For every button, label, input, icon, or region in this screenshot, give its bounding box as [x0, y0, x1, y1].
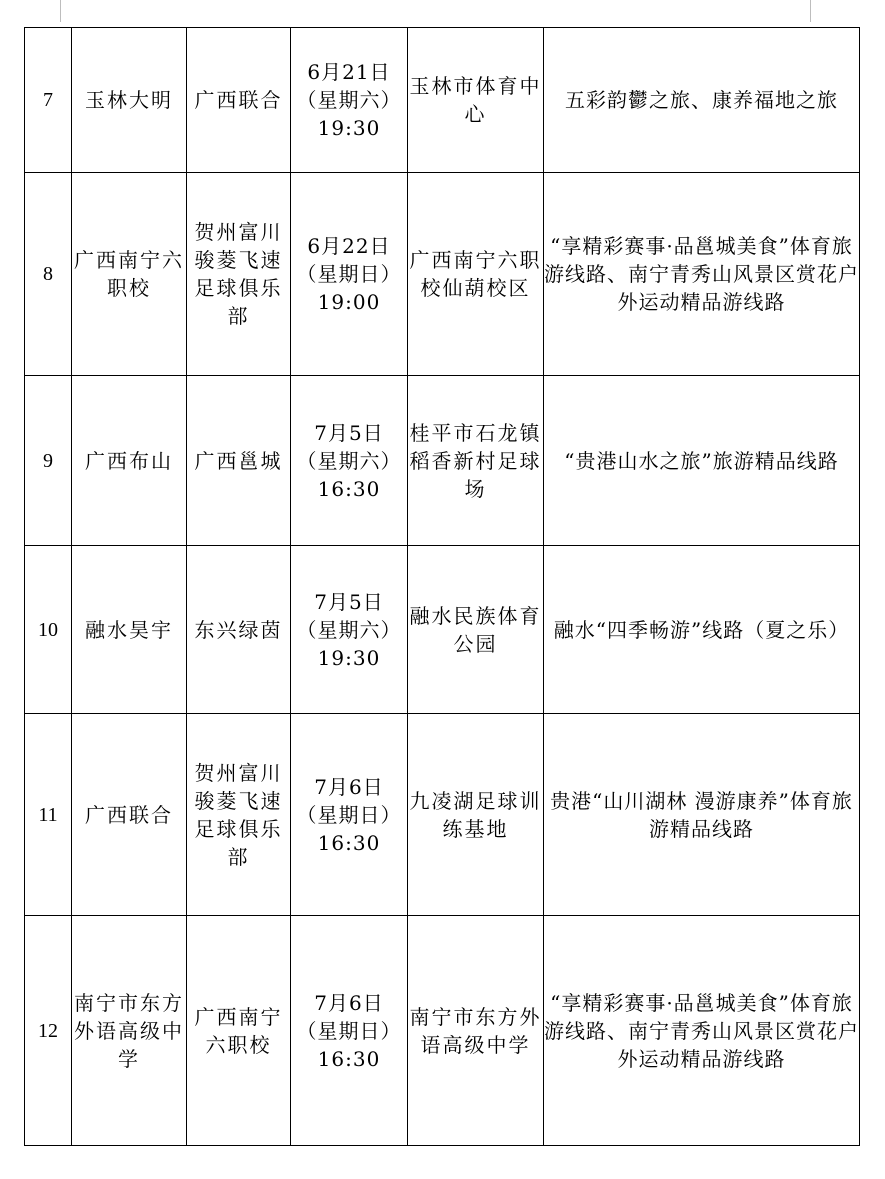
- tourism-route: “享精彩赛事·品邕城美食”体育旅游线路、南宁青秀山风景区赏花户外运动精品游线路: [544, 173, 860, 376]
- tourism-route: 贵港“山川湖林 漫游康养”体育旅游精品线路: [544, 714, 860, 916]
- table-row: [25, 28, 860, 173]
- tourism-route: “贵港山水之旅”旅游精品线路: [544, 376, 860, 546]
- venue: 玉林市体育中心: [408, 28, 544, 173]
- away-team: 广西南宁六职校: [187, 916, 291, 1146]
- home-team: 南宁市东方外语高级中学: [72, 916, 187, 1146]
- venue: 融水民族体育公园: [408, 546, 544, 714]
- match-number: 10: [25, 546, 72, 714]
- page-margin-mark-right: [810, 0, 811, 22]
- match-weekday: （星期六）: [296, 88, 402, 112]
- match-clock: 19:30: [317, 645, 381, 670]
- page-margin-mark-left: [60, 0, 61, 22]
- away-team: 贺州富川骏菱飞速足球俱乐部: [187, 173, 291, 376]
- tourism-route: “享精彩赛事·品邕城美食”体育旅游线路、南宁青秀山风景区赏花户外运动精品游线路: [544, 916, 860, 1146]
- match-date: 6月21日: [307, 60, 391, 84]
- table-row: [25, 173, 860, 376]
- match-date: 7月6日: [314, 990, 384, 1015]
- match-number: 7: [25, 28, 72, 173]
- table-row: [25, 376, 860, 546]
- table-row: [25, 916, 860, 1146]
- table-row: [25, 546, 860, 714]
- match-date: 7月5日: [314, 420, 384, 445]
- match-weekday: （星期六）: [296, 617, 402, 642]
- match-number: 11: [25, 714, 72, 916]
- match-weekday: （星期日）: [296, 1018, 402, 1043]
- venue: 九凌湖足球训练基地: [408, 714, 544, 916]
- match-time: [291, 916, 408, 1146]
- tourism-route: 融水“四季畅游”线路（夏之乐）: [544, 546, 860, 714]
- tourism-route: 五彩韵鬱之旅、康养福地之旅: [544, 28, 860, 173]
- away-team: 贺州富川骏菱飞速足球俱乐部: [187, 714, 291, 916]
- match-time: [291, 546, 408, 714]
- match-date: 7月5日: [314, 589, 384, 614]
- match-weekday: （星期日）: [296, 802, 402, 827]
- home-team: 玉林大明: [72, 28, 187, 173]
- match-number: 8: [25, 173, 72, 376]
- match-date: 7月6日: [314, 774, 384, 799]
- away-team: 广西联合: [187, 28, 291, 173]
- match-clock: 19:00: [317, 290, 381, 314]
- away-team: 广西邕城: [187, 376, 291, 546]
- home-team: 广西联合: [72, 714, 187, 916]
- match-time: [291, 376, 408, 546]
- match-date: 6月22日: [307, 234, 391, 258]
- venue: 广西南宁六职校仙葫校区: [408, 173, 544, 376]
- match-clock: 19:30: [317, 116, 381, 140]
- match-weekday: （星期日）: [296, 262, 402, 286]
- match-number: 9: [25, 376, 72, 546]
- home-team: 融水昊宇: [72, 546, 187, 714]
- venue: 南宁市东方外语高级中学: [408, 916, 544, 1146]
- match-clock: 16:30: [317, 830, 381, 855]
- match-weekday: （星期六）: [296, 448, 402, 473]
- match-clock: 16:30: [317, 476, 381, 501]
- match-time: [291, 714, 408, 916]
- table-row: [25, 714, 860, 916]
- match-time: [291, 173, 408, 376]
- match-schedule-table: [24, 27, 860, 1146]
- venue: 桂平市石龙镇稻香新村足球场: [408, 376, 544, 546]
- match-clock: 16:30: [317, 1046, 381, 1071]
- home-team: 广西南宁六职校: [72, 173, 187, 376]
- away-team: 东兴绿茵: [187, 546, 291, 714]
- home-team: 广西布山: [72, 376, 187, 546]
- match-time: [291, 28, 408, 173]
- match-number: 12: [25, 916, 72, 1146]
